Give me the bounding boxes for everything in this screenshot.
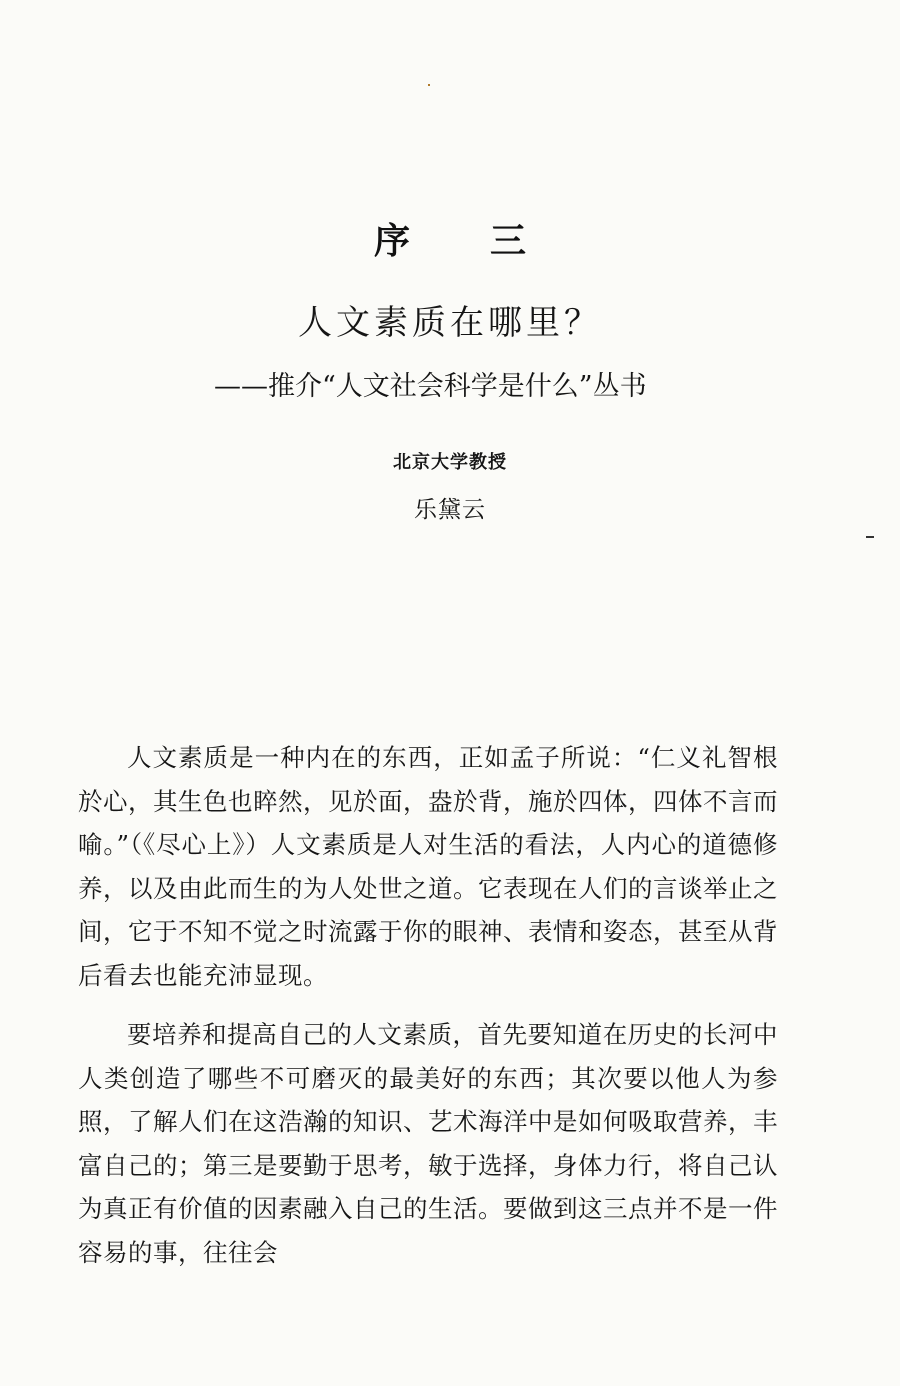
scan-mark (866, 536, 874, 538)
page-title: 人文素质在哪里？ (298, 303, 602, 343)
author-name: 乐黛云 (414, 497, 486, 523)
section-heading-char-1: 序 (373, 221, 410, 262)
section-heading-char-2: 三 (490, 221, 527, 262)
scan-mark (428, 84, 430, 86)
paragraph: 要培养和提高自己的人文素质，首先要知道在历史的长河中人类创造了哪些不可磨灭的最美好的东西；其次要以他人为参照，了解人们在这浩瀚的知识、艺术海洋中是如何吸取营养，丰富自己的；第三是要勤于思考，敏于选择，身体力行，将自己认为真正有价值的因素融入自己的生活。要做到这三点并不是一件容易的事，往往会 (78, 1020, 778, 1267)
author-affiliation: 北京大学教授 (393, 452, 507, 473)
paragraph: 人文素质是一种内在的东西，正如孟子所说：“仁义礼智根於心，其生色也睟然，见於面，盎於背，施於四体，四体不言而喻。”（《尽心上》）人文素质是人对生活的看法，人内心的道德修养，以及由此而生的为人处世之道。它表现在人们的言谈举止之间，它于不知不觉之时流露于你的眼神、表情和姿态，甚至从背后看去也能充沛显现。 (78, 743, 778, 990)
page-subtitle: ——推介“人文社会科学是什么”丛书 (214, 371, 647, 402)
body-text (78, 736, 778, 1290)
section-heading (0, 218, 900, 266)
